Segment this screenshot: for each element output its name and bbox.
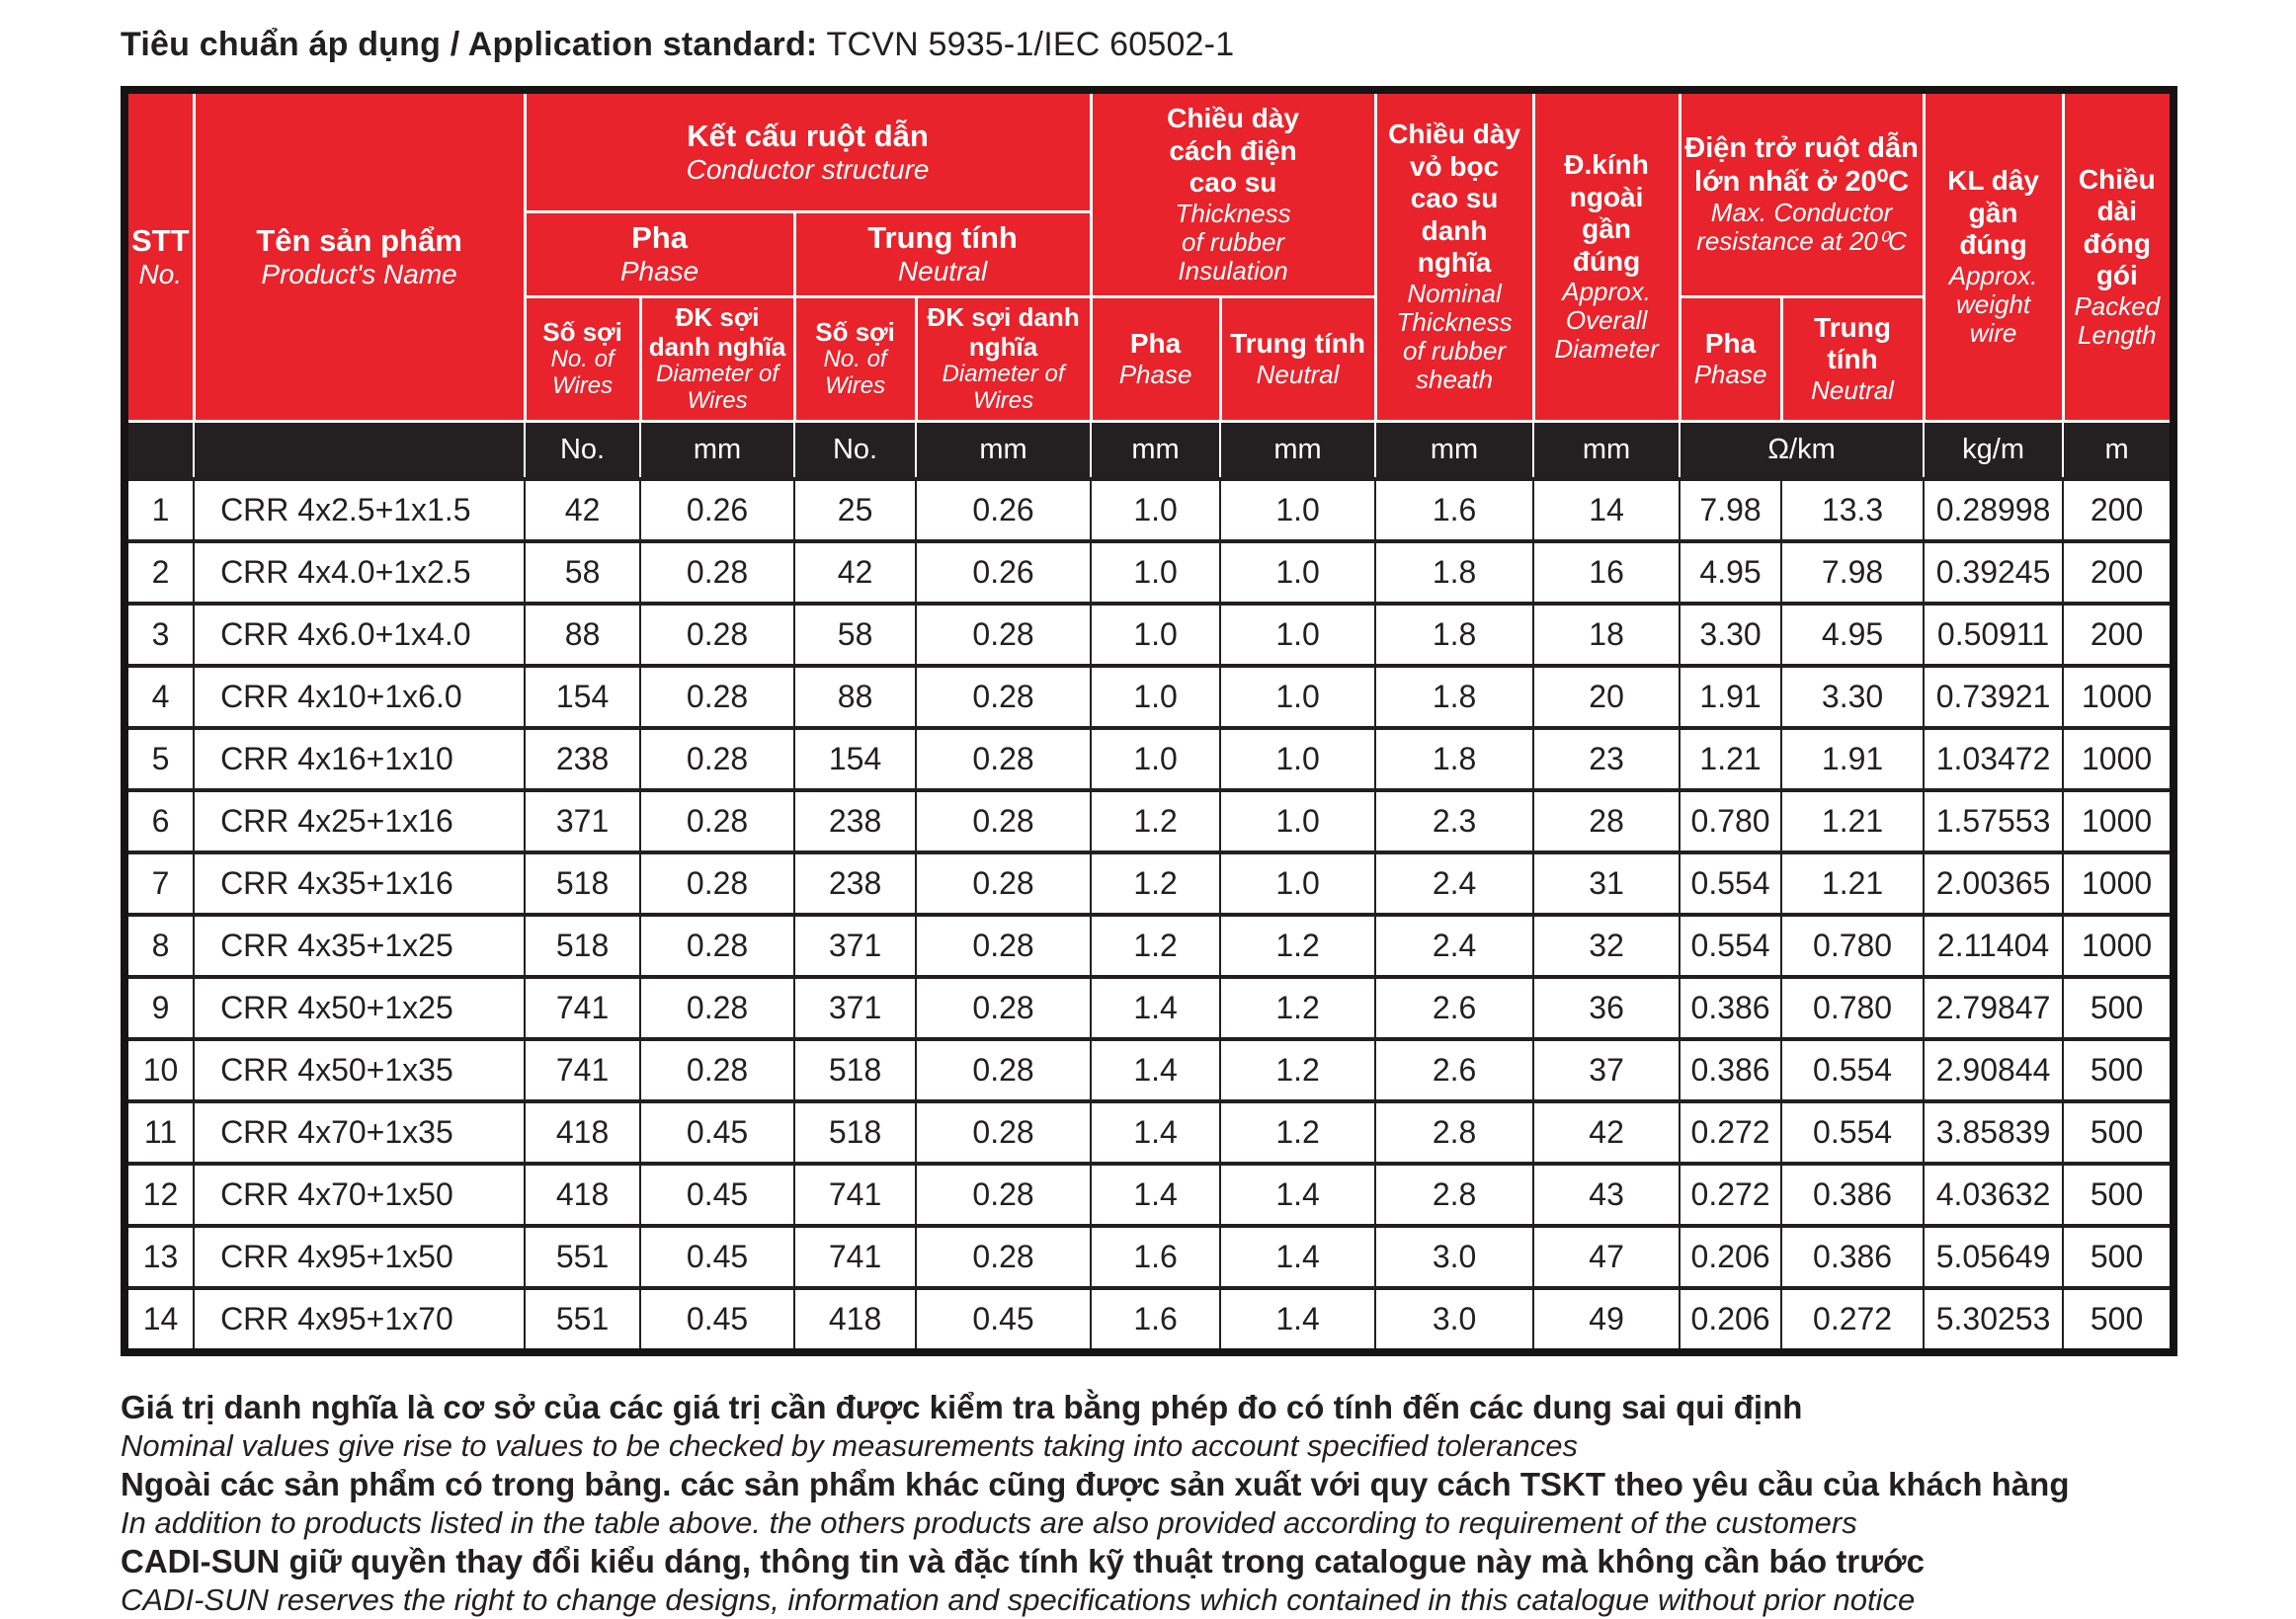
value-cell: 1.0: [1091, 479, 1220, 541]
value-cell: 0.26: [916, 479, 1091, 541]
value-cell: 13.3: [1781, 479, 1924, 541]
header-en: Phase: [1118, 359, 1192, 389]
value-cell: 2.79847: [1924, 977, 2063, 1039]
value-cell: 500: [2063, 1101, 2173, 1164]
value-cell: 1000: [2063, 666, 2173, 728]
value-cell: 371: [525, 790, 640, 852]
header-vn: Pha: [1129, 328, 1182, 360]
unit-cell: mm: [1375, 421, 1533, 479]
header-vn: Số sợi: [542, 317, 622, 348]
header-vn: Chiều dày vỏ bọc cao su danh nghĩa: [1388, 119, 1520, 279]
value-cell: 418: [525, 1101, 640, 1164]
header-vn: STT: [131, 223, 190, 259]
header-en: Neutral: [1256, 359, 1340, 389]
unit-cell: mm: [640, 421, 794, 479]
value-cell: 371: [794, 915, 916, 977]
table-row: [124, 728, 2173, 790]
value-cell: 1.4: [1091, 1039, 1220, 1101]
value-cell: 2.90844: [1924, 1039, 2063, 1101]
row-number-cell: 9: [124, 977, 194, 1039]
unit-cell-blank: [194, 421, 525, 479]
product-name-cell: CRR 4x70+1x50: [194, 1164, 525, 1226]
value-cell: 1.6: [1091, 1226, 1220, 1288]
col-header-neutral-wire-diameter: [916, 296, 1091, 421]
value-cell: 518: [794, 1039, 916, 1101]
value-cell: 518: [525, 915, 640, 977]
value-cell: 0.50911: [1924, 604, 2063, 666]
value-cell: 36: [1533, 977, 1680, 1039]
value-cell: 418: [794, 1288, 916, 1352]
col-header-approx-weight: [1924, 90, 2063, 421]
table-row: [124, 852, 2173, 915]
header-en: Thickness of rubber Insulation: [1175, 198, 1291, 285]
unit-cell: m: [2063, 421, 2173, 479]
header-en: No. of Wires: [550, 346, 615, 400]
product-name-cell: CRR 4x35+1x16: [194, 852, 525, 915]
value-cell: 0.28: [916, 790, 1091, 852]
product-name-cell: CRR 4x10+1x6.0: [194, 666, 525, 728]
value-cell: 4.95: [1781, 604, 1924, 666]
value-cell: 0.206: [1680, 1226, 1781, 1288]
value-cell: 2.6: [1375, 1039, 1533, 1101]
value-cell: 1.2: [1220, 915, 1375, 977]
value-cell: 0.28: [640, 977, 794, 1039]
value-cell: 0.28: [640, 1039, 794, 1101]
col-header-phase-no-wires: [525, 296, 640, 421]
table-row: [124, 1164, 2173, 1226]
col-header-stt: [124, 90, 194, 421]
value-cell: 1.91: [1680, 666, 1781, 728]
value-cell: 0.45: [916, 1288, 1091, 1352]
value-cell: 0.45: [640, 1288, 794, 1352]
value-cell: 1.0: [1220, 479, 1375, 541]
row-number-cell: 4: [124, 666, 194, 728]
header-en: Max. Conductor resistance at 20⁰C: [1696, 198, 1907, 257]
value-cell: 0.26: [916, 541, 1091, 604]
value-cell: 47: [1533, 1226, 1680, 1288]
value-cell: 0.272: [1680, 1164, 1781, 1226]
header-vn: Pha: [631, 220, 688, 256]
row-number-cell: 12: [124, 1164, 194, 1226]
value-cell: 4.03632: [1924, 1164, 2063, 1226]
unit-cell: mm: [916, 421, 1091, 479]
unit-cell-ohm-per-km: Ω/km: [1680, 421, 1924, 479]
value-cell: 0.28: [916, 1164, 1091, 1226]
value-cell: 518: [794, 1101, 916, 1164]
value-cell: 2.00365: [1924, 852, 2063, 915]
value-cell: 1.2: [1220, 977, 1375, 1039]
value-cell: 42: [794, 541, 916, 604]
value-cell: 14: [1533, 479, 1680, 541]
value-cell: 18: [1533, 604, 1680, 666]
value-cell: 0.28: [640, 666, 794, 728]
value-cell: 0.28: [916, 852, 1091, 915]
value-cell: 4.95: [1680, 541, 1781, 604]
value-cell: 1.21: [1781, 790, 1924, 852]
col-header-phase-wire-diameter: [640, 296, 794, 421]
value-cell: 1.2: [1091, 852, 1220, 915]
value-cell: 371: [794, 977, 916, 1039]
value-cell: 1.8: [1375, 541, 1533, 604]
value-cell: 3.30: [1781, 666, 1924, 728]
header-en: No. of Wires: [823, 346, 887, 400]
value-cell: 1.03472: [1924, 728, 2063, 790]
value-cell: 1.8: [1375, 604, 1533, 666]
header-en: Approx. Overall Diameter: [1554, 277, 1659, 364]
value-cell: 551: [525, 1226, 640, 1288]
title-value: TCVN 5935-1/IEC 60502-1: [826, 26, 1235, 63]
value-cell: 1.91: [1781, 728, 1924, 790]
value-cell: 0.28: [640, 790, 794, 852]
value-cell: 0.28: [916, 604, 1091, 666]
header-vn: Trung tính: [1230, 328, 1365, 360]
header-en: Phase: [1693, 359, 1767, 389]
header-en: Diameter of Wires: [942, 361, 1065, 415]
header-en: Packed Length: [2074, 290, 2161, 350]
product-name-cell: CRR 4x95+1x50: [194, 1226, 525, 1288]
table-row: [124, 790, 2173, 852]
value-cell: 0.28: [640, 604, 794, 666]
value-cell: 49: [1533, 1288, 1680, 1352]
value-cell: 0.28: [640, 728, 794, 790]
row-number-cell: 7: [124, 852, 194, 915]
unit-cell: No.: [794, 421, 916, 479]
header-en: Diameter of Wires: [656, 361, 779, 415]
value-cell: 0.28: [916, 1226, 1091, 1288]
value-cell: 2.4: [1375, 915, 1533, 977]
col-group-phase: [525, 211, 794, 296]
units-row: [124, 421, 2173, 479]
value-cell: 200: [2063, 541, 2173, 604]
note-vn: CADI-SUN giữ quyền thay đổi kiểu dáng, thông tin và đặc tính kỹ thuật trong catalogue này mà không cần báo trước: [121, 1542, 1925, 1579]
value-cell: 0.45: [640, 1226, 794, 1288]
value-cell: 1.57553: [1924, 790, 2063, 852]
value-cell: 1000: [2063, 852, 2173, 915]
header-vn: Chiều dài đóng gói: [2078, 163, 2156, 291]
value-cell: 1000: [2063, 790, 2173, 852]
unit-cell: No.: [525, 421, 640, 479]
header-en: Phase: [619, 256, 699, 287]
value-cell: 500: [2063, 1288, 2173, 1352]
value-cell: 0.386: [1680, 1039, 1781, 1101]
value-cell: 0.28: [916, 1039, 1091, 1101]
row-number-cell: 3: [124, 604, 194, 666]
note-en: In addition to products listed in the table above. the others products are also provided according to requirement of the customers: [121, 1504, 1857, 1540]
value-cell: 7.98: [1680, 479, 1781, 541]
value-cell: 238: [794, 852, 916, 915]
col-header-resistance-neutral: [1781, 296, 1924, 421]
table-row: [124, 977, 2173, 1039]
value-cell: 1.0: [1220, 666, 1375, 728]
value-cell: 1.0: [1091, 541, 1220, 604]
header-en: Nominal Thickness of rubber sheath: [1396, 278, 1513, 395]
value-cell: 7.98: [1781, 541, 1924, 604]
product-name-cell: CRR 4x16+1x10: [194, 728, 525, 790]
value-cell: 3.0: [1375, 1226, 1533, 1288]
value-cell: 1.0: [1220, 541, 1375, 604]
value-cell: 500: [2063, 977, 2173, 1039]
note-en: CADI-SUN reserves the right to change designs, information and specifications which contained in this catalogue without prior notice: [121, 1581, 1916, 1617]
row-number-cell: 1: [124, 479, 194, 541]
value-cell: 500: [2063, 1226, 2173, 1288]
value-cell: 2.11404: [1924, 915, 2063, 977]
value-cell: 1.6: [1375, 479, 1533, 541]
value-cell: 500: [2063, 1039, 2173, 1101]
value-cell: 1.0: [1220, 728, 1375, 790]
value-cell: 0.45: [640, 1101, 794, 1164]
value-cell: 0.26: [640, 479, 794, 541]
row-number-cell: 13: [124, 1226, 194, 1288]
value-cell: 1.2: [1220, 1101, 1375, 1164]
value-cell: 1.0: [1220, 852, 1375, 915]
header-vn: ĐK sợi danh nghĩa: [927, 301, 1080, 363]
value-cell: 1.4: [1220, 1226, 1375, 1288]
value-cell: 37: [1533, 1039, 1680, 1101]
value-cell: 25: [794, 479, 916, 541]
value-cell: 0.780: [1781, 915, 1924, 977]
value-cell: 0.386: [1781, 1226, 1924, 1288]
header-vn: KL dây gần đúng: [1947, 165, 2039, 261]
col-group-conductor-structure: [525, 90, 1091, 211]
header-vn: ĐK sợi danh nghĩa: [648, 301, 786, 363]
value-cell: 1.2: [1091, 915, 1220, 977]
product-name-cell: CRR 4x95+1x70: [194, 1288, 525, 1352]
spec-table: [121, 86, 2177, 1356]
col-group-insulation-thickness: [1091, 90, 1375, 296]
value-cell: 2.4: [1375, 852, 1533, 915]
note-en: Nominal values give rise to values to be checked by measurements taking into account specified tolerances: [121, 1427, 1579, 1463]
value-cell: 1000: [2063, 728, 2173, 790]
note-vn: Ngoài các sản phẩm có trong bảng. các sản phẩm khác cũng được sản xuất với quy cách TSKT theo yêu cầu của khách hàng: [121, 1465, 2070, 1502]
value-cell: 0.39245: [1924, 541, 2063, 604]
value-cell: 0.554: [1781, 1039, 1924, 1101]
title-label: Tiêu chuẩn áp dụng / Application standard:: [121, 26, 818, 63]
value-cell: 3.85839: [1924, 1101, 2063, 1164]
header-en: Product's Name: [261, 259, 457, 290]
value-cell: 0.554: [1781, 1101, 1924, 1164]
header-vn: Điện trở ruột dẫn lớn nhất ở 20⁰C: [1684, 132, 1919, 198]
value-cell: 28: [1533, 790, 1680, 852]
value-cell: 20: [1533, 666, 1680, 728]
product-name-cell: CRR 4x25+1x16: [194, 790, 525, 852]
value-cell: 154: [794, 728, 916, 790]
value-cell: 88: [525, 604, 640, 666]
value-cell: 200: [2063, 479, 2173, 541]
value-cell: 741: [525, 1039, 640, 1101]
product-name-cell: CRR 4x35+1x25: [194, 915, 525, 977]
value-cell: 741: [794, 1164, 916, 1226]
row-number-cell: 5: [124, 728, 194, 790]
row-number-cell: 10: [124, 1039, 194, 1101]
value-cell: 3.0: [1375, 1288, 1533, 1352]
value-cell: 741: [525, 977, 640, 1039]
product-name-cell: CRR 4x50+1x25: [194, 977, 525, 1039]
note-vn: Giá trị danh nghĩa là cơ sở của các giá trị cần được kiểm tra bằng phép đo có tính đến các dung sai qui định: [121, 1388, 1803, 1425]
table-row: [124, 1101, 2173, 1164]
value-cell: 5.30253: [1924, 1288, 2063, 1352]
col-header-insulation-phase: [1091, 296, 1220, 421]
col-header-sheath-thickness: [1375, 90, 1533, 421]
value-cell: 0.386: [1781, 1164, 1924, 1226]
value-cell: 0.554: [1680, 852, 1781, 915]
table-row: [124, 1226, 2173, 1288]
value-cell: 1.0: [1091, 728, 1220, 790]
value-cell: 0.28: [916, 728, 1091, 790]
unit-cell: mm: [1533, 421, 1680, 479]
value-cell: 1.21: [1680, 728, 1781, 790]
value-cell: 2.8: [1375, 1164, 1533, 1226]
col-header-neutral-no-wires: [794, 296, 916, 421]
product-name-cell: CRR 4x70+1x35: [194, 1101, 525, 1164]
value-cell: 1.4: [1091, 1164, 1220, 1226]
value-cell: 1.0: [1091, 604, 1220, 666]
col-group-neutral: [794, 211, 1091, 296]
value-cell: 741: [794, 1226, 916, 1288]
value-cell: 0.28998: [1924, 479, 2063, 541]
value-cell: 1.8: [1375, 666, 1533, 728]
col-header-resistance-phase: [1680, 296, 1781, 421]
product-name-cell: CRR 4x4.0+1x2.5: [194, 541, 525, 604]
page-title: [121, 26, 2296, 64]
value-cell: 1.4: [1091, 1101, 1220, 1164]
value-cell: 1.0: [1220, 790, 1375, 852]
value-cell: 58: [525, 541, 640, 604]
row-number-cell: 8: [124, 915, 194, 977]
value-cell: 1.4: [1091, 977, 1220, 1039]
value-cell: 1.0: [1091, 666, 1220, 728]
table-row: [124, 666, 2173, 728]
value-cell: 0.28: [916, 977, 1091, 1039]
value-cell: 1000: [2063, 915, 2173, 977]
header-vn: Pha: [1704, 328, 1757, 360]
value-cell: 16: [1533, 541, 1680, 604]
unit-cell: mm: [1220, 421, 1375, 479]
footer-notes: [121, 1388, 2175, 1619]
value-cell: 2.8: [1375, 1101, 1533, 1164]
value-cell: 154: [525, 666, 640, 728]
header-en: Approx. weight wire: [1948, 260, 2038, 348]
value-cell: 1.21: [1781, 852, 1924, 915]
header-en: Neutral: [1811, 374, 1894, 405]
value-cell: 1.4: [1220, 1164, 1375, 1226]
value-cell: 1.6: [1091, 1288, 1220, 1352]
value-cell: 0.28: [916, 915, 1091, 977]
row-number-cell: 11: [124, 1101, 194, 1164]
row-number-cell: 2: [124, 541, 194, 604]
value-cell: 3.30: [1680, 604, 1781, 666]
header-en: No.: [138, 259, 183, 290]
value-cell: 0.28: [916, 666, 1091, 728]
value-cell: 1.8: [1375, 728, 1533, 790]
header-vn: Tên sản phẩm: [256, 223, 462, 259]
value-cell: 0.28: [640, 915, 794, 977]
value-cell: 0.28: [640, 852, 794, 915]
table-row: [124, 604, 2173, 666]
value-cell: 551: [525, 1288, 640, 1352]
product-name-cell: CRR 4x2.5+1x1.5: [194, 479, 525, 541]
header-vn: Số sợi: [815, 317, 895, 348]
table-row: [124, 915, 2173, 977]
value-cell: 0.272: [1781, 1288, 1924, 1352]
col-group-max-resistance: [1680, 90, 1924, 296]
value-cell: 200: [2063, 604, 2173, 666]
unit-cell-blank: [124, 421, 194, 479]
product-name-cell: CRR 4x6.0+1x4.0: [194, 604, 525, 666]
value-cell: 418: [525, 1164, 640, 1226]
col-header-overall-diameter: [1533, 90, 1680, 421]
value-cell: 58: [794, 604, 916, 666]
value-cell: 88: [794, 666, 916, 728]
value-cell: 1.2: [1091, 790, 1220, 852]
value-cell: 2.3: [1375, 790, 1533, 852]
product-name-cell: CRR 4x50+1x35: [194, 1039, 525, 1101]
table-row: [124, 1039, 2173, 1101]
value-cell: 1.0: [1220, 604, 1375, 666]
value-cell: 238: [794, 790, 916, 852]
table-row: [124, 1288, 2173, 1352]
value-cell: 5.05649: [1924, 1226, 2063, 1288]
value-cell: 0.28: [916, 1101, 1091, 1164]
header-vn: Trung tính: [867, 220, 1018, 256]
value-cell: 0.73921: [1924, 666, 2063, 728]
value-cell: 1.4: [1220, 1288, 1375, 1352]
header-en: Conductor structure: [686, 154, 930, 186]
value-cell: 500: [2063, 1164, 2173, 1226]
header-en: Neutral: [897, 256, 988, 287]
value-cell: 518: [525, 852, 640, 915]
value-cell: 0.386: [1680, 977, 1781, 1039]
value-cell: 238: [525, 728, 640, 790]
header-vn: Kết cấu ruột dẫn: [687, 119, 929, 154]
value-cell: 32: [1533, 915, 1680, 977]
header-vn: Đ.kính ngoài gần đúng: [1564, 149, 1649, 277]
row-number-cell: 6: [124, 790, 194, 852]
table-header: [124, 90, 2173, 479]
value-cell: 2.6: [1375, 977, 1533, 1039]
value-cell: 0.554: [1680, 915, 1781, 977]
table-row: [124, 541, 2173, 604]
value-cell: 0.206: [1680, 1288, 1781, 1352]
value-cell: 43: [1533, 1164, 1680, 1226]
value-cell: 0.28: [640, 541, 794, 604]
value-cell: 42: [1533, 1101, 1680, 1164]
value-cell: 42: [525, 479, 640, 541]
value-cell: 0.45: [640, 1164, 794, 1226]
row-number-cell: 14: [124, 1288, 194, 1352]
value-cell: 23: [1533, 728, 1680, 790]
value-cell: 0.780: [1680, 790, 1781, 852]
value-cell: 0.272: [1680, 1101, 1781, 1164]
value-cell: 0.780: [1781, 977, 1924, 1039]
col-header-packed-length: [2063, 90, 2173, 421]
value-cell: 31: [1533, 852, 1680, 915]
unit-cell: kg/m: [1924, 421, 2063, 479]
unit-cell: mm: [1091, 421, 1220, 479]
header-vn: Chiều dày cách điện cao su: [1167, 103, 1299, 199]
col-header-insulation-neutral: [1220, 296, 1375, 421]
value-cell: 1.2: [1220, 1039, 1375, 1101]
table-row: [124, 479, 2173, 541]
header-vn: Trung tính: [1814, 311, 1891, 375]
table-body: [124, 479, 2173, 1352]
col-header-product-name: [194, 90, 525, 421]
